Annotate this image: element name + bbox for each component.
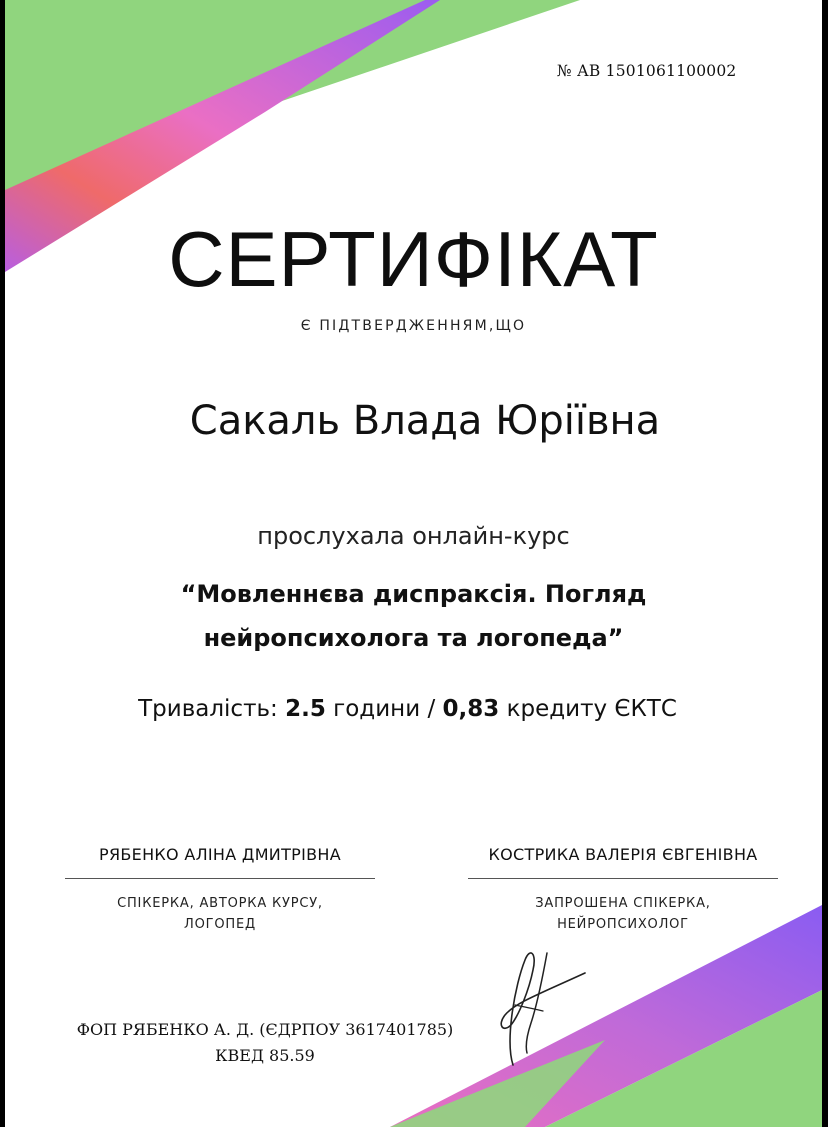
duration-credits-unit: кредиту ЄКТС <box>499 696 677 722</box>
course-title-line-1: “Мовленнєва диспраксія. Погляд <box>180 580 647 608</box>
recipient-name: Сакаль Влада Юріївна <box>189 398 661 444</box>
duration-credits: 0,83 <box>442 696 500 722</box>
decorative-ribbons <box>5 0 822 1127</box>
signature-line <box>468 878 778 879</box>
signatory-name: РЯБЕНКО АЛІНА ДМИТРІВНА <box>99 845 341 864</box>
signatory-block-2 <box>468 845 778 935</box>
course-intro: прослухала онлайн-курс <box>257 522 570 550</box>
handwritten-signature-icon <box>485 945 605 1075</box>
signatory-role <box>468 893 778 935</box>
course-title <box>5 572 822 660</box>
issuer-info <box>65 1017 465 1069</box>
serial-number: № АВ 1501061100002 <box>557 62 737 80</box>
signature-line <box>65 878 375 879</box>
certificate-title: СЕРТИФІКАТ <box>168 215 659 303</box>
signatory-name: КОСТРИКА ВАЛЕРІЯ ЄВГЕНІВНА <box>488 845 758 864</box>
issuer-line-2: КВЕД 85.59 <box>215 1046 315 1065</box>
signatory-role-line-1: СПІКЕРКА, АВТОРКА КУРСУ, <box>117 896 323 911</box>
signatory-role <box>65 893 375 935</box>
certificate-subtitle: Є ПІДТВЕРДЖЕННЯМ,ЩО <box>300 318 527 334</box>
signatory-block-1 <box>65 845 375 935</box>
duration-hours-unit: години / <box>325 696 443 722</box>
signatory-role-line-2: ЛОГОПЕД <box>184 917 256 932</box>
signatory-role-line-2: НЕЙРОПСИХОЛОГ <box>557 917 689 932</box>
course-duration <box>5 696 810 722</box>
duration-label: Тривалість: <box>138 696 286 722</box>
signatory-role-line-1: ЗАПРОШЕНА СПІКЕРКА, <box>535 896 711 911</box>
issuer-line-1: ФОП РЯБЕНКО А. Д. (ЄДРПОУ 3617401785) <box>76 1020 454 1039</box>
duration-hours: 2.5 <box>285 696 326 722</box>
certificate-page <box>5 0 822 1127</box>
course-title-line-2: нейропсихолога та логопеда” <box>203 624 624 652</box>
